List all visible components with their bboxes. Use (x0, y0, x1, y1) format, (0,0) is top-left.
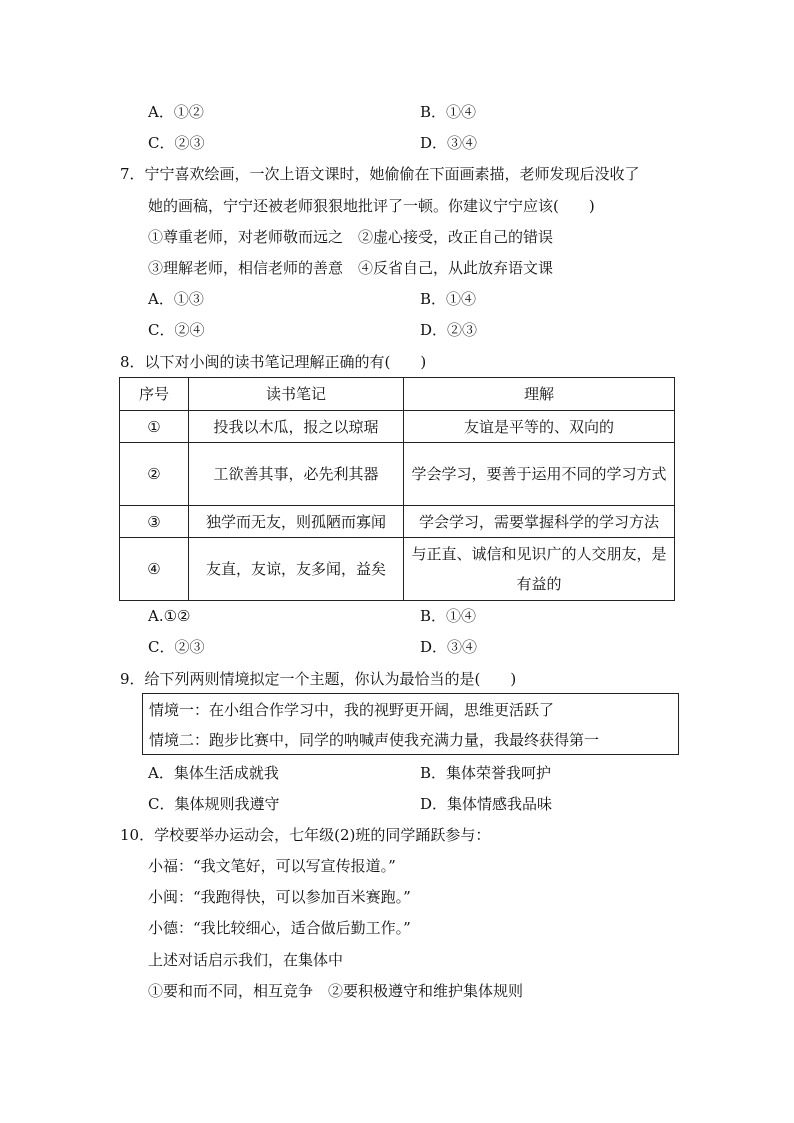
reading-notes-table (119, 377, 675, 601)
table-header-index: 序号 (120, 378, 189, 411)
q9-stem: 9．给下列两则情境拟定一个主题，你认为最恰当的是( ) (120, 670, 517, 688)
q9-option-a[interactable]: A．集体生活成就我 (148, 764, 279, 782)
q10-prompt: 上述对话启示我们，在集体中 (148, 951, 344, 969)
q10-dialog-line: 小闽：“我跑得快，可以参加百米赛跑。” (148, 888, 411, 906)
q9-option-b[interactable]: B．集体荣誉我呵护 (420, 764, 552, 782)
scenario-one: 情境一：在小组合作学习中，我的视野更开阔，思维更活跃了 (149, 701, 555, 719)
q7-stem-line2: 她的画稿，宁宁还被老师狠狠地批评了一顿。你建议宁宁应该( ) (148, 197, 595, 215)
q9-option-c[interactable]: C．集体规则我遵守 (148, 795, 280, 813)
q7-option-d[interactable]: D．②③ (420, 321, 478, 339)
q9-option-d[interactable]: D．集体情感我品味 (420, 795, 553, 813)
table-cell-index: ① (120, 411, 189, 443)
table-cell-note: 独学而无友，则孤陋而寡闻 (189, 506, 404, 538)
table-cell-understanding: 学会学习，需要掌握科学的学习方法 (404, 506, 675, 538)
scenario-box (142, 693, 679, 755)
table-cell-note: 工欲善其事，必先利其器 (189, 443, 404, 506)
q10-stem: 10．学校要举办运动会，七年级(2)班的同学踊跃参与： (120, 826, 491, 844)
q10-statements-line1: ①要和而不同，相互竞争 ②要积极遵守和维护集体规则 (148, 982, 524, 1000)
q7-statements-line2: ③理解老师，相信老师的善意 ④反省自己，从此放弃语文课 (148, 259, 554, 277)
table-row (120, 411, 675, 443)
q7-option-a[interactable]: A．①③ (148, 290, 204, 308)
q6-option-d[interactable]: D．③④ (420, 134, 478, 152)
q8-option-d[interactable]: D．③④ (420, 638, 478, 656)
q8-option-c[interactable]: C．②③ (148, 638, 205, 656)
table-header-notes: 读书笔记 (189, 378, 404, 411)
table-cell-understanding: 友谊是平等的、双向的 (404, 411, 675, 443)
q8-option-b[interactable]: B．①④ (420, 607, 477, 625)
table-cell-index: ② (120, 443, 189, 506)
table-header-understanding: 理解 (404, 378, 675, 411)
q7-statements-line1: ①尊重老师，对老师敬而远之 ②虚心接受，改正自己的错误 (148, 228, 554, 246)
table-cell-note: 友直，友谅，友多闻，益矣 (189, 538, 404, 601)
q7-option-c[interactable]: C．②④ (148, 321, 205, 339)
table-row (120, 506, 675, 538)
q7-option-b[interactable]: B．①④ (420, 290, 477, 308)
table-cell-note: 投我以木瓜，报之以琼琚 (189, 411, 404, 443)
table-cell-understanding: 与正直、诚信和见识广的人交朋友，是有益的 (404, 538, 675, 601)
q8-stem: 8．以下对小闽的读书笔记理解正确的有( ) (120, 353, 427, 371)
q6-option-c[interactable]: C．②③ (148, 134, 205, 152)
q6-option-a[interactable]: A．①② (148, 103, 204, 121)
table-row (120, 538, 675, 601)
q10-dialog-line: 小德：“我比较细心，适合做后勤工作。” (148, 919, 411, 937)
q6-option-b[interactable]: B．①④ (420, 103, 477, 121)
table-row (120, 443, 675, 506)
table-cell-index: ③ (120, 506, 189, 538)
table-cell-understanding: 学会学习，要善于运用不同的学习方式 (404, 443, 675, 506)
q10-dialog-line: 小福：“我文笔好，可以写宣传报道。” (148, 857, 396, 875)
scenario-two: 情境二：跑步比赛中，同学的呐喊声使我充满力量，我最终获得第一 (149, 731, 600, 749)
q8-option-a[interactable]: A.①② (148, 607, 191, 625)
q7-stem-line1: 7．宁宁喜欢绘画，一次上语文课时，她偷偷在下面画素描，老师发现后没收了 (120, 165, 640, 183)
table-cell-index: ④ (120, 538, 189, 601)
